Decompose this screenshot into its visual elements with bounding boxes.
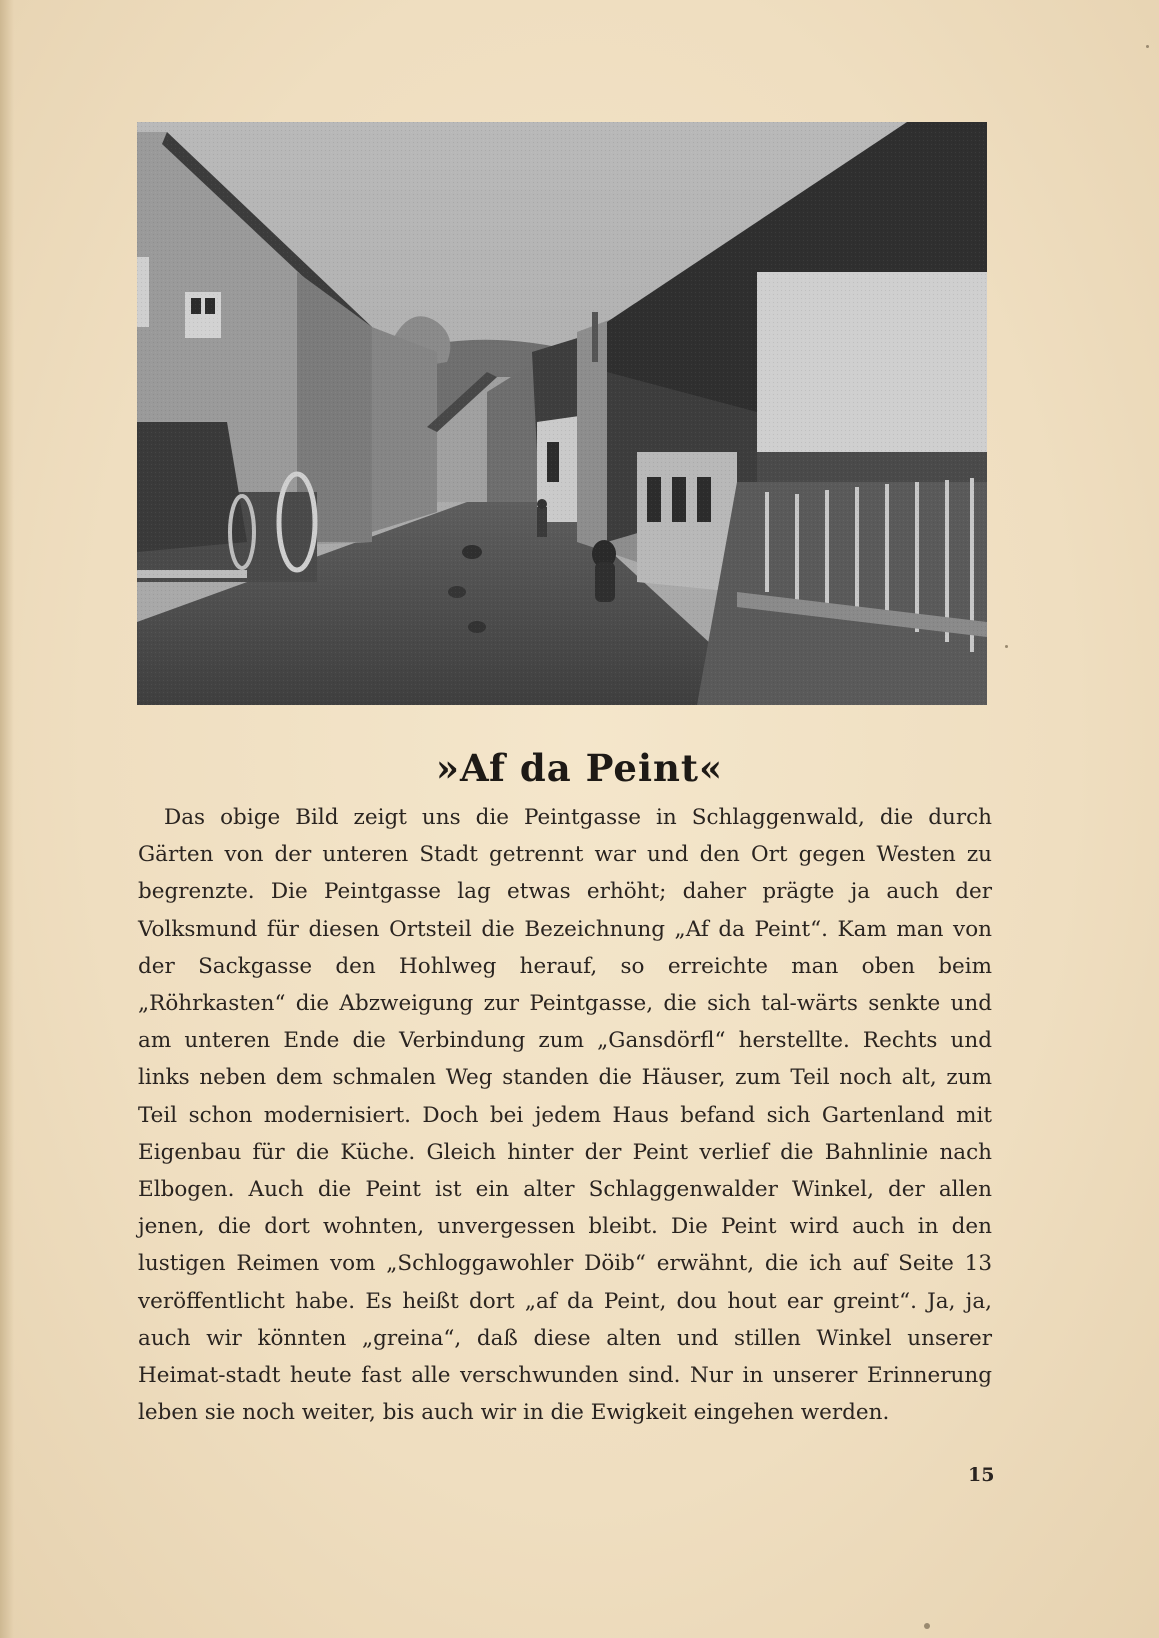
- village-street-photo-icon: [137, 122, 987, 705]
- article-title: »Af da Peint«: [435, 746, 724, 790]
- paper-speck: [1146, 45, 1149, 48]
- paper-speck: [1005, 645, 1008, 648]
- street-photo: [137, 122, 987, 705]
- page-number: 15: [968, 1464, 995, 1486]
- article-body: Das obige Bild zeigt uns die Peintgasse in Schlaggenwald, die durch Gärten von der unteren Stadt getrennt war und den Ort gegen Westen zu begrenzte. Die Peintgasse lag etwas erhöht; daher prägte ja auch der Volksmund für diesen Ortsteil die Bezeichnung „Af da Peint“. Kam man von der Sackgasse den Hohlweg herauf, so erreichte man oben beim „Röhrkasten“ die Abzweigung zur Peintgasse, die sich tal-wärts senkte und am unteren Ende die Verbindung zum „Gansdörfl“ herstellte. Rechts und links neben dem schmalen Weg standen die Häuser, zum Teil noch alt, zum Teil schon modernisiert. Doch bei jedem Haus befand sich Gartenland mit Eigenbau für die Küche. Gleich hinter der Peint verlief die Bahnlinie nach Elbogen. Auch die Peint ist ein alter Schlaggenwalder Winkel, der allen jenen, die dort wohnten, unvergessen bleibt. Die Peint wird auch in den lustigen Reimen vom „Schloggawohler Döib“ erwähnt, die ich auf Seite 13 veröffentlicht habe. Es heißt dort „af da Peint, dou hout ear greint“. Ja, ja, auch wir könnten „greina“, daß diese alten und stillen Winkel unserer Heimat-stadt heute fast alle verschwunden sind. Nur in unserer Erinnerung leben sie noch weiter, bis auch wir in die Ewigkeit eingehen werden.: [138, 805, 992, 1426]
- paper-speck: [924, 1623, 930, 1629]
